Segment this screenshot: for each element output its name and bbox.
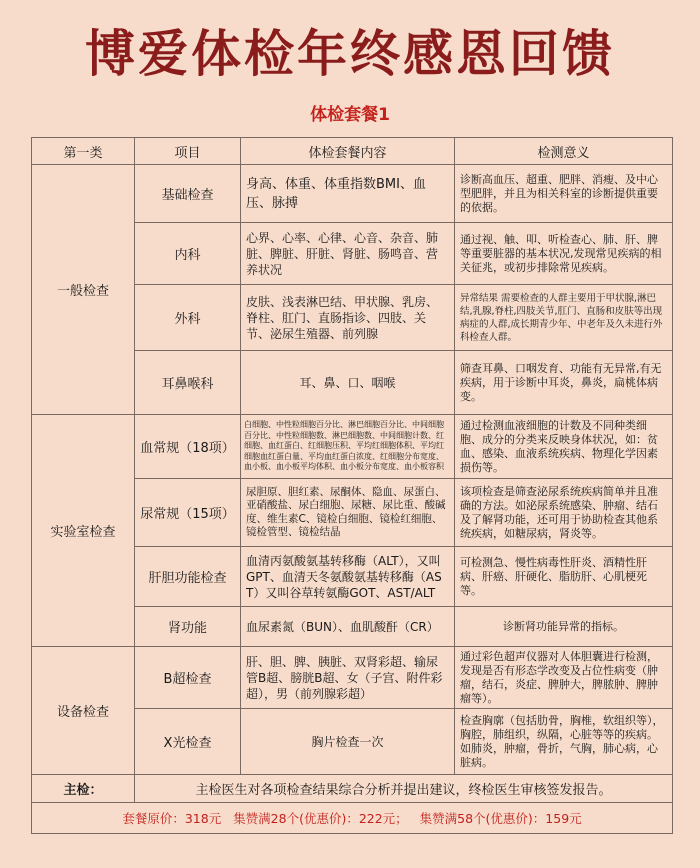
item-meaning: 诊断肾功能异常的指标。 [455, 607, 673, 647]
deal1-mid: 个(优惠价)： [286, 811, 359, 826]
package-table [31, 137, 673, 834]
item-meaning: 异常结果 需要检查的人群主要用于甲状腺,淋巴结,乳腺,脊柱,四肢关节,肛门、直肠和皮肤等出现病症的人群,成长期青少年、中老年及久未进行外科检查人群。 [455, 285, 673, 351]
item-label: B超检查 [135, 647, 241, 709]
deal1-label: 集赞满 [233, 811, 271, 826]
deal2-mid: 个(优惠价)： [473, 811, 546, 826]
item-label: 肾功能 [135, 607, 241, 647]
item-label: 耳鼻喉科 [135, 351, 241, 415]
summary-row [32, 775, 673, 803]
deal2-price: 159元 [545, 811, 582, 826]
summary-label: 主检： [32, 775, 135, 803]
package-subtitle: 体检套餐1 [310, 105, 390, 125]
item-content: 胸片检查一次 [241, 709, 455, 775]
category-general: 一般检查 [32, 165, 135, 415]
item-meaning: 筛查耳鼻、口咽发育、功能有无异常,有无疾病，用于诊断中耳炎，鼻炎，扁桃体病变。 [455, 351, 673, 415]
item-meaning: 检查胸廓（包括肋骨，胸椎，软组织等），胸腔，肺组织，纵隔，心脏等等的疾病。如肺炎，肿瘤，骨折，气胸，肺心病，心脏病。 [455, 709, 673, 775]
item-content: 尿胆原、胆红素、尿酮体、隐血、尿蛋白、亚硝酸盐、尿白细胞、尿糖、尿比重、酸碱度、维生素C、镜检白细胞、镜检红细胞、镜检管型、镜检结晶 [241, 479, 455, 547]
item-meaning: 可检测急、慢性病毒性肝炎、酒精性肝病、肝癌、肝硬化、脂肪肝、心肌梗死等。 [455, 547, 673, 607]
column-header: 第一类 [32, 138, 135, 165]
item-label: 尿常规（15项） [135, 479, 241, 547]
category-equipment: 设备检查 [32, 647, 135, 775]
item-meaning: 通过彩色超声仪器对人体胆囊进行检测，发现是否有形态学改变及占位性病变（肿瘤，结石，炎症、脾肿大，脾脓肿、脾肿瘤等）。 [455, 647, 673, 709]
original-price-label: 套餐原价： [122, 811, 185, 826]
deal1-count: 28 [270, 811, 287, 826]
item-meaning: 通过检测血液细胞的计数及不同种类细胞、成分的分类来反映身体状况，如：贫血、感染、血液系统疾病、物理化学因素损伤等。 [455, 415, 673, 479]
table-row [32, 647, 673, 709]
item-content: 血尿素氮（BUN）、血肌酸酐（CR） [241, 607, 455, 647]
item-label: 基础检查 [135, 165, 241, 223]
table-header-row [32, 138, 673, 165]
deal1-price: 222元； [358, 811, 408, 826]
item-meaning: 该项检查是筛查泌尿系统疾病简单并且准确的方法。如泌尿系统感染、肿瘤、结石及了解肾功能，还可用于协助检查其他系统疾病，如糖尿病，肾炎等。 [455, 479, 673, 547]
item-content: 身高、体重、体重指数BMI、血压、脉搏 [241, 165, 455, 223]
column-header: 项目 [135, 138, 241, 165]
item-content: 心界、心率、心律、心音、杂音、肺脏、脾脏、肝脏、肾脏、肠鸣音、营养状况 [241, 223, 455, 285]
column-header: 体检套餐内容 [241, 138, 455, 165]
category-lab: 实验室检查 [32, 415, 135, 647]
summary-text: 主检医生对各项检查结果综合分析并提出建议，终检医生审核签发报告。 [135, 775, 673, 803]
item-meaning: 诊断高血压、超重、肥胖、消瘦、及中心型肥胖，并且为相关科室的诊断提供重要的依据。 [455, 165, 673, 223]
item-label: 肝胆功能检查 [135, 547, 241, 607]
item-label: X光检查 [135, 709, 241, 775]
item-content: 血清丙氨酸氨基转移酶（ALT），又叫GPT、血清天冬氨酸氨基转移酶（AST）又叫谷草转氨酶GOT、AST/ALT [241, 547, 455, 607]
item-content: 耳、鼻、口、咽喉 [241, 351, 455, 415]
item-label: 内科 [135, 223, 241, 285]
deal2-label: 集赞满 [419, 811, 458, 826]
item-label: 外科 [135, 285, 241, 351]
deal2-count: 58 [457, 811, 474, 826]
item-label: 血常规（18项） [135, 415, 241, 479]
table-row [32, 165, 673, 223]
item-content: 皮肤、浅表淋巴结、甲状腺、乳房、脊柱、肛门、直肠指诊、四肢、关节、泌尿生殖器、前列腺 [241, 285, 455, 351]
item-content: 白细胞、中性粒细胞百分比、淋巴细胞百分比、中间细胞百分比、中性粒细胞数、淋巴细胞数、中间细胞计数、红细胞、血红蛋白、红细胞压积、平均红细胞体积、平均红细胞血红蛋白量、平均血红蛋白浓度、红细胞分布宽度、血小板、血小板平均体积、血小板分布宽度、血小板容积 [241, 415, 455, 479]
table-row [32, 415, 673, 479]
column-header: 检测意义 [455, 138, 673, 165]
price-row [32, 803, 673, 834]
item-content: 肝、胆、脾、胰脏、双肾彩超、输尿管B超、膀胱B超、女（子宫、附件彩超），男（前列腺彩超） [241, 647, 455, 709]
original-price-value: 318元 [184, 811, 222, 826]
price-line [32, 803, 673, 834]
item-meaning: 通过视、触、叩、听检查心、肺、肝、脾等重要脏器的基本状况,发现常见疾病的相关征兆，或初步排除常见疾病。 [455, 223, 673, 285]
page-title: 博爱体检年终感恩回馈 [85, 24, 615, 83]
